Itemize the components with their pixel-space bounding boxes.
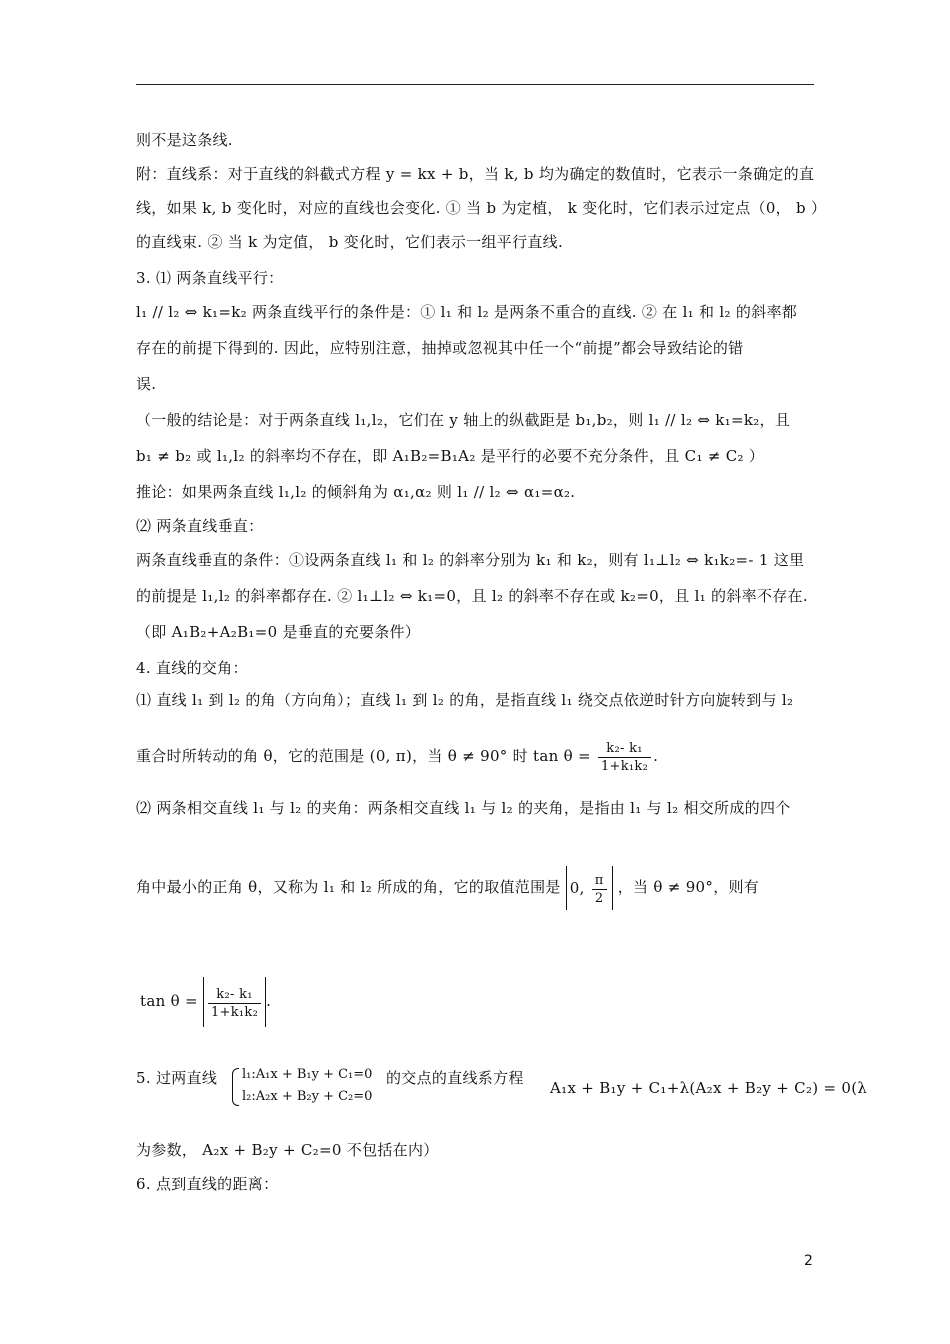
section-heading: ⑵ 两条直线垂直： xyxy=(136,517,264,535)
text-line: 附：直线系：对于直线的斜截式方程 y = kx + b，当 k, b 均为确定的数值时，它表示一条确定的直 xyxy=(136,165,815,183)
text-line-with-formula xyxy=(140,976,271,1027)
text-fragment: 重合时所转动的角 θ，它的范围是 (0, π)，当 θ ≠ 90° 时 tan θ = xyxy=(136,747,591,765)
page-number: 2 xyxy=(804,1253,813,1269)
formula-numerator: k₂- k₁ xyxy=(598,740,651,758)
angle-formula xyxy=(598,740,651,775)
text-fragment: 5. 过两直线 xyxy=(136,1069,218,1087)
text-line: 线，如果 k, b 变化时，对应的直线也会变化. ① 当 b 为定植， k 变化时，它们表示过定点（0， b ） xyxy=(136,199,827,217)
text-fragment: . xyxy=(653,747,659,765)
text-fragment: tan θ = xyxy=(140,992,198,1010)
text-line-with-formula xyxy=(136,738,658,775)
text-line: （即 A₁B₂+A₂B₁=0 是垂直的充要条件） xyxy=(136,623,421,641)
line-family-equation: A₁x + B₁y + C₁+λ(A₂x + B₂y + C₂) = 0(λ xyxy=(550,1079,868,1097)
text-fragment: ，当 θ ≠ 90°，则有 xyxy=(617,878,760,896)
equation-system xyxy=(230,1064,372,1108)
text-line: 两条直线垂直的条件：①设两条直线 l₁ 和 l₂ 的斜率分别为 k₁ 和 k₂，则有 l₁⊥l₂ ⇔ k₁k₂=- 1 这里 xyxy=(136,551,805,569)
text-line: 误. xyxy=(136,375,157,393)
text-fragment: 的交点的直线系方程 xyxy=(386,1069,524,1087)
text-line: 的前提是 l₁,l₂ 的斜率都存在. ② l₁⊥l₂ ⇔ k₁=0，且 l₂ 的斜率不存在或 k₂=0，且 l₁ 的斜率不存在. xyxy=(136,587,808,605)
text-fragment: . xyxy=(266,992,272,1010)
formula-numerator: k₂- k₁ xyxy=(208,986,261,1004)
formula-denominator: 1+k₁k₂ xyxy=(210,1004,259,1020)
text-line: （一般的结论是：对于两条直线 l₁,l₂，它们在 y 轴上的纵截距是 b₁,b₂，则 l₁ // l₂ ⇔ k₁=k₂，且 xyxy=(136,411,791,429)
text-line: 则不是这条线. xyxy=(136,131,233,149)
text-line-with-formula xyxy=(136,866,759,910)
range-interval: 0, $\frac{\pi}{2}$ xyxy=(566,866,613,910)
text-line: ⑵ 两条相交直线 l₁ 与 l₂ 的夹角：两条相交直线 l₁ 与 l₂ 的夹角，是指由 l₁ 与 l₂ 相交所成的四个 xyxy=(136,799,791,817)
text-line: ⑴ 直线 l₁ 到 l₂ 的角（方向角）；直线 l₁ 到 l₂ 的角，是指直线 l₁ 绕交点依逆时针方向旋转到与 l₂ xyxy=(136,691,794,709)
text-line: b₁ ≠ b₂ 或 l₁,l₂ 的斜率均不存在，即 A₁B₂=B₁A₂ 是平行的必要不充分条件，且 C₁ ≠ C₂ ） xyxy=(136,447,765,465)
text-line: l₁ // l₂ ⇔ k₁=k₂ 两条直线平行的条件是：① l₁ 和 l₂ 是两条不重合的直线. ② 在 l₁ 和 l₂ 的斜率都 xyxy=(136,303,798,321)
section-heading: 3. ⑴ 两条直线平行： xyxy=(136,269,284,287)
text-line: 为参数， A₂x + B₂y + C₂=0 不包括在内） xyxy=(136,1141,439,1159)
section-heading: 6. 点到直线的距离： xyxy=(136,1175,279,1193)
equation-line: l₂:A₂x + B₂y + C₂=0 xyxy=(242,1089,373,1104)
formula-denominator: 1+k₁k₂ xyxy=(600,758,649,774)
text-line: 推论：如果两条直线 l₁,l₂ 的倾斜角为 α₁,α₂ 则 l₁ // l₂ ⇔ α₁=α₂. xyxy=(136,483,576,501)
section-heading: 4. 直线的交角： xyxy=(136,659,248,677)
text-line: 的直线束. ② 当 k 为定值， b 变化时，它们表示一组平行直线. xyxy=(136,233,564,251)
pi-over-two: $\frac{\pi}{2}$ xyxy=(592,872,607,907)
header-rule xyxy=(136,84,814,85)
angle-abs-formula xyxy=(203,977,266,1027)
text-line: 存在的前提下得到的. 因此，应特别注意，抽掉或忽视其中任一个“前提”都会导致结论的错 xyxy=(136,339,744,357)
equation-line: l₁:A₁x + B₁y + C₁=0 xyxy=(242,1067,373,1082)
text-fragment: 角中最小的正角 θ，又称为 l₁ 和 l₂ 所成的角，它的取值范围是 xyxy=(136,878,561,896)
